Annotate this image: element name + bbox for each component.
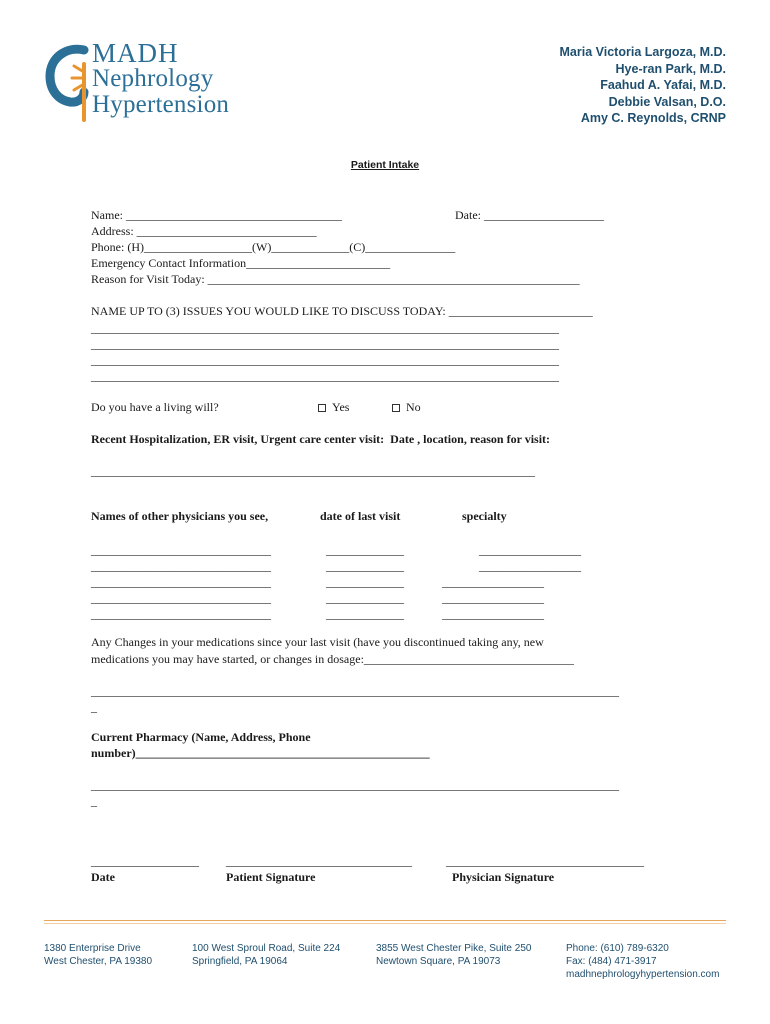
footer-divider-light [44,923,726,924]
physician-name-2[interactable]: ______________________________ [91,559,271,573]
physician-date-5[interactable]: _____________ [326,607,404,621]
issues-line-4[interactable]: ______________________________________________________________________________ [91,369,559,383]
no-label: No [406,400,421,414]
issues-line-2[interactable]: ______________________________________________________________________________ [91,337,559,351]
doctor-4: Debbie Valsan, D.O. [608,94,726,109]
issues-line-3[interactable]: ______________________________________________________________________________ [91,353,559,367]
patient-signature-line[interactable]: _______________________________ [226,854,412,868]
physician-date-2[interactable]: _____________ [326,559,404,573]
yes-checkbox[interactable] [318,404,326,412]
physician-specialty-2[interactable]: _________________ [479,559,581,573]
phone-field[interactable]: Phone: (H)__________________(W)_____________(C)_______________ [91,240,456,254]
footer-location-newtown-square: 3855 West Chester Pike, Suite 250 Newtown Square, PA 19073 [376,943,532,967]
date-signature-label: Date [91,870,115,884]
pharmacy-extra-line[interactable]: ________________________________________________________________________________________ [91,778,619,792]
no-checkbox[interactable] [392,404,400,412]
form-title: Patient Intake [350,159,420,171]
physicians-date-header: date of last visit [320,509,401,523]
brand-line-2: Nephrology [92,65,214,92]
yes-label: Yes [332,400,350,414]
physician-date-4[interactable]: _____________ [326,591,404,605]
doctor-1: Maria Victoria Largoza, M.D. [559,45,726,59]
date-field[interactable]: Date: ____________________ [455,208,604,222]
physician-date-3[interactable]: _____________ [326,575,404,589]
living-will-question: Do you have a living will? [91,400,219,414]
living-will-yes[interactable] [318,399,349,415]
physician-specialty-4[interactable]: _________________ [442,591,544,605]
physician-name-3[interactable]: ______________________________ [91,575,271,589]
medications-question-line-1: Any Changes in your medications since your last visit (have you discontinued taking any, new [91,635,544,649]
physicians-specialty-header: specialty [462,509,507,523]
patient-signature-label: Patient Signature [226,870,316,884]
physician-name-4[interactable]: ______________________________ [91,591,271,605]
date-signature-line[interactable]: __________________ [91,854,199,868]
emergency-contact-field[interactable]: Emergency Contact Information________________________ [91,256,391,270]
hospitalization-field[interactable]: __________________________________________________________________________ [91,464,535,478]
doctor-5: Amy C. Reynolds, CRNP [580,111,726,126]
physician-specialty-5[interactable]: _________________ [442,607,544,621]
pharmacy-field[interactable]: number)_________________________________________________ [91,746,430,760]
hospitalization-question: Recent Hospitalization, ER visit, Urgent care center visit: Date , location, reason for visit: [91,432,551,446]
issues-field[interactable]: NAME UP TO (3) ISSUES YOU WOULD LIKE TO DISCUSS TODAY: ________________________ [91,304,593,318]
issues-line-1[interactable]: ______________________________________________________________________________ [91,321,559,335]
physician-name-1[interactable]: ______________________________ [91,543,271,557]
footer-location-springfield: 100 West Sproul Road, Suite 224 Springfield, PA 19064 [192,943,341,967]
footer-location-west-chester: 1380 Enterprise Drive West Chester, PA 19380 [44,943,153,967]
physician-signature-line[interactable]: _________________________________ [446,854,644,868]
pharmacy-label: Current Pharmacy (Name, Address, Phone [91,730,311,744]
physician-specialty-3[interactable]: _________________ [442,575,544,589]
brand-line-1: MADH [92,38,179,68]
living-will-no[interactable] [392,399,421,415]
doctor-list [560,44,726,127]
address-field[interactable]: Address: ______________________________ [91,224,317,238]
physician-date-1[interactable]: _____________ [326,543,404,557]
medications-extra-line[interactable]: ________________________________________________________________________________________ [91,684,619,698]
pharmacy-dash: _ [91,794,97,808]
physician-name-5[interactable]: ______________________________ [91,607,271,621]
medications-dash: _ [91,700,97,714]
medications-field[interactable]: medications you may have started, or changes in dosage:___________________________________ [91,652,574,666]
footer-contact: Phone: (610) 789-6320 Fax: (484) 471-3917 madhnephrologyhypertension.com [566,943,720,980]
doctor-3: Faahud A. Yafai, M.D. [600,78,726,93]
doctor-2: Hye-ran Park, M.D. [615,61,726,76]
brand-name [92,40,229,118]
brand-line-3: Hypertension [92,91,230,118]
physician-signature-label: Physician Signature [452,870,555,884]
physician-specialty-1[interactable]: _________________ [479,543,581,557]
footer-divider [44,920,726,921]
physicians-names-header: Names of other physicians you see, [91,509,269,523]
name-field[interactable]: Name: ____________________________________ [91,208,342,222]
reason-for-visit-field[interactable]: Reason for Visit Today: ______________________________________________________________ [91,272,580,286]
